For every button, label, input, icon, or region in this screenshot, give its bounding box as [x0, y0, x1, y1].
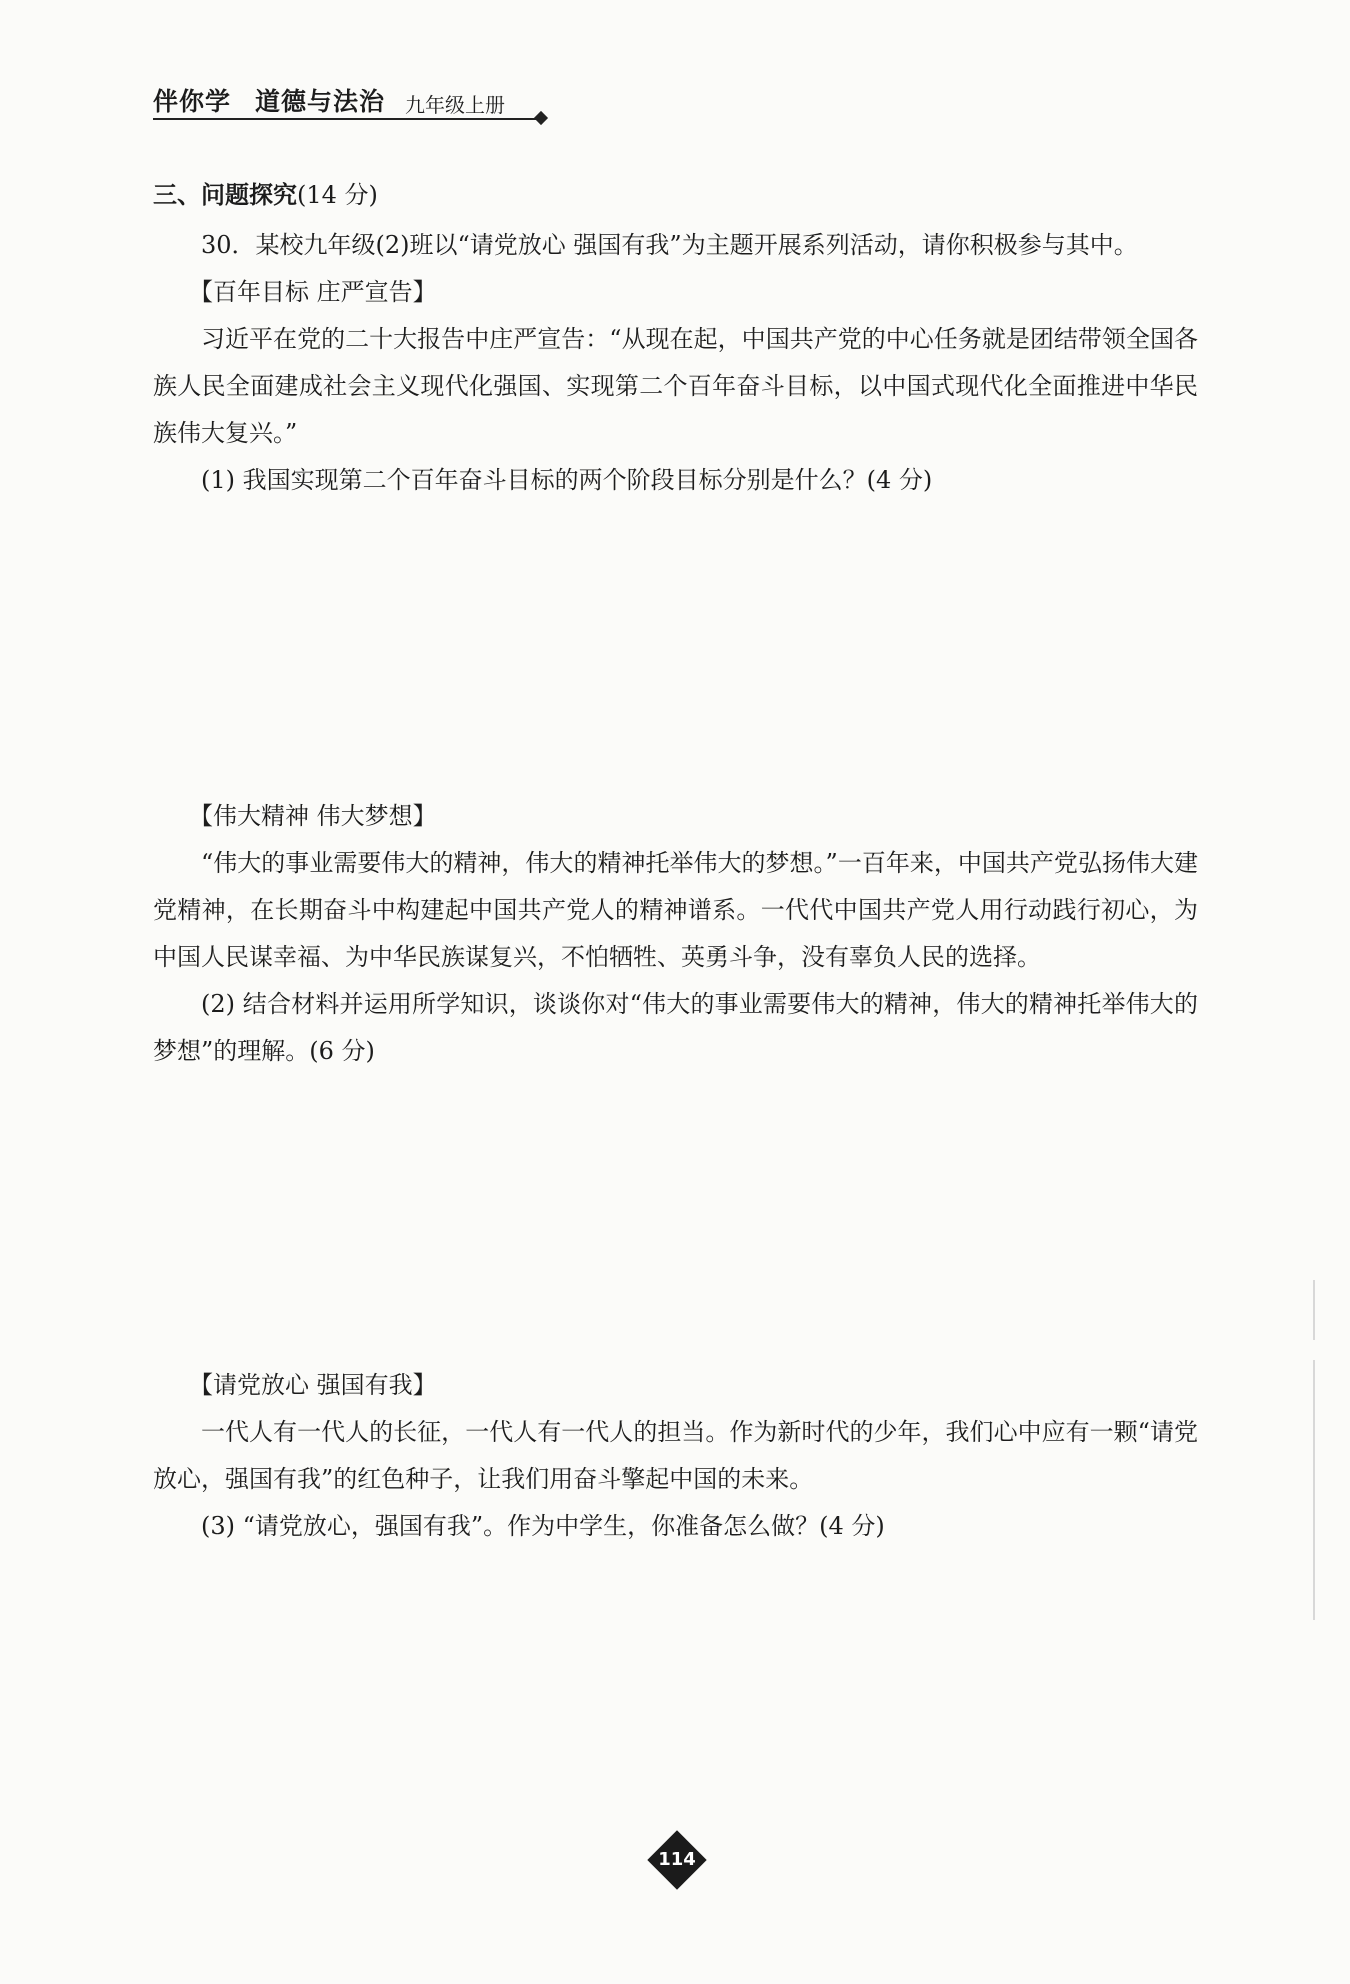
page-number: 114: [658, 1849, 696, 1870]
part3-question: (3) “请党放心，强国有我”。作为中学生，你准备怎么做？(4 分): [201, 1512, 885, 1540]
question-block-2: [153, 793, 1198, 1075]
page-number-badge: [647, 1830, 707, 1890]
section-title: [153, 175, 378, 210]
part1-heading: 【百年目标 庄严宣告】: [189, 278, 437, 306]
question-block-3: [153, 1362, 1198, 1550]
running-header: [153, 78, 553, 118]
part1-material: 习近平在党的二十大报告中庄严宣告：“从现在起，中国共产党的中心任务就是团结带领全国各族人民全面建成社会主义现代化强国、实现第二个百年奋斗目标，以中国式现代化全面推进中华民族伟大复兴。”: [153, 325, 1198, 447]
page-edge-mark: [1313, 1280, 1315, 1340]
section-title-text: 三、问题探究: [153, 181, 297, 209]
part1-question: (1) 我国实现第二个百年奋斗目标的两个阶段目标分别是什么？(4 分): [201, 466, 933, 494]
page-edge-mark: [1313, 1360, 1315, 1620]
header-rule: [153, 118, 538, 120]
part3-material: 一代人有一代人的长征，一代人有一代人的担当。作为新时代的少年，我们心中应有一颗“请党放心，强国有我”的红色种子，让我们用奋斗擎起中国的未来。: [153, 1418, 1198, 1493]
header-subject: 道德与法治: [255, 87, 386, 116]
part3-heading: 【请党放心 强国有我】: [189, 1371, 437, 1399]
question-block-1: [153, 222, 1198, 504]
part2-heading: 【伟大精神 伟大梦想】: [189, 802, 437, 830]
header-grade: 九年级上册: [405, 93, 506, 117]
section-points: (14 分): [297, 181, 378, 209]
part2-material: “伟大的事业需要伟大的精神，伟大的精神托举伟大的梦想。”一百年来，中国共产党弘扬伟大建党精神，在长期奋斗中构建起中国共产党人的精神谱系。一代代中国共产党人用行动践行初心，为中国人民谋幸福、为中华民族谋复兴，不怕牺牲、英勇斗争，没有辜负人民的选择。: [153, 849, 1198, 971]
header-brand: 伴你学: [153, 87, 232, 116]
question-intro: 30．某校九年级(2)班以“请党放心 强国有我”为主题开展系列活动，请你积极参与其中。: [201, 231, 1138, 259]
header-diamond-icon: [534, 111, 548, 125]
part2-question: (2) 结合材料并运用所学知识，谈谈你对“伟大的事业需要伟大的精神，伟大的精神托举伟大的梦想”的理解。(6 分): [153, 990, 1198, 1065]
